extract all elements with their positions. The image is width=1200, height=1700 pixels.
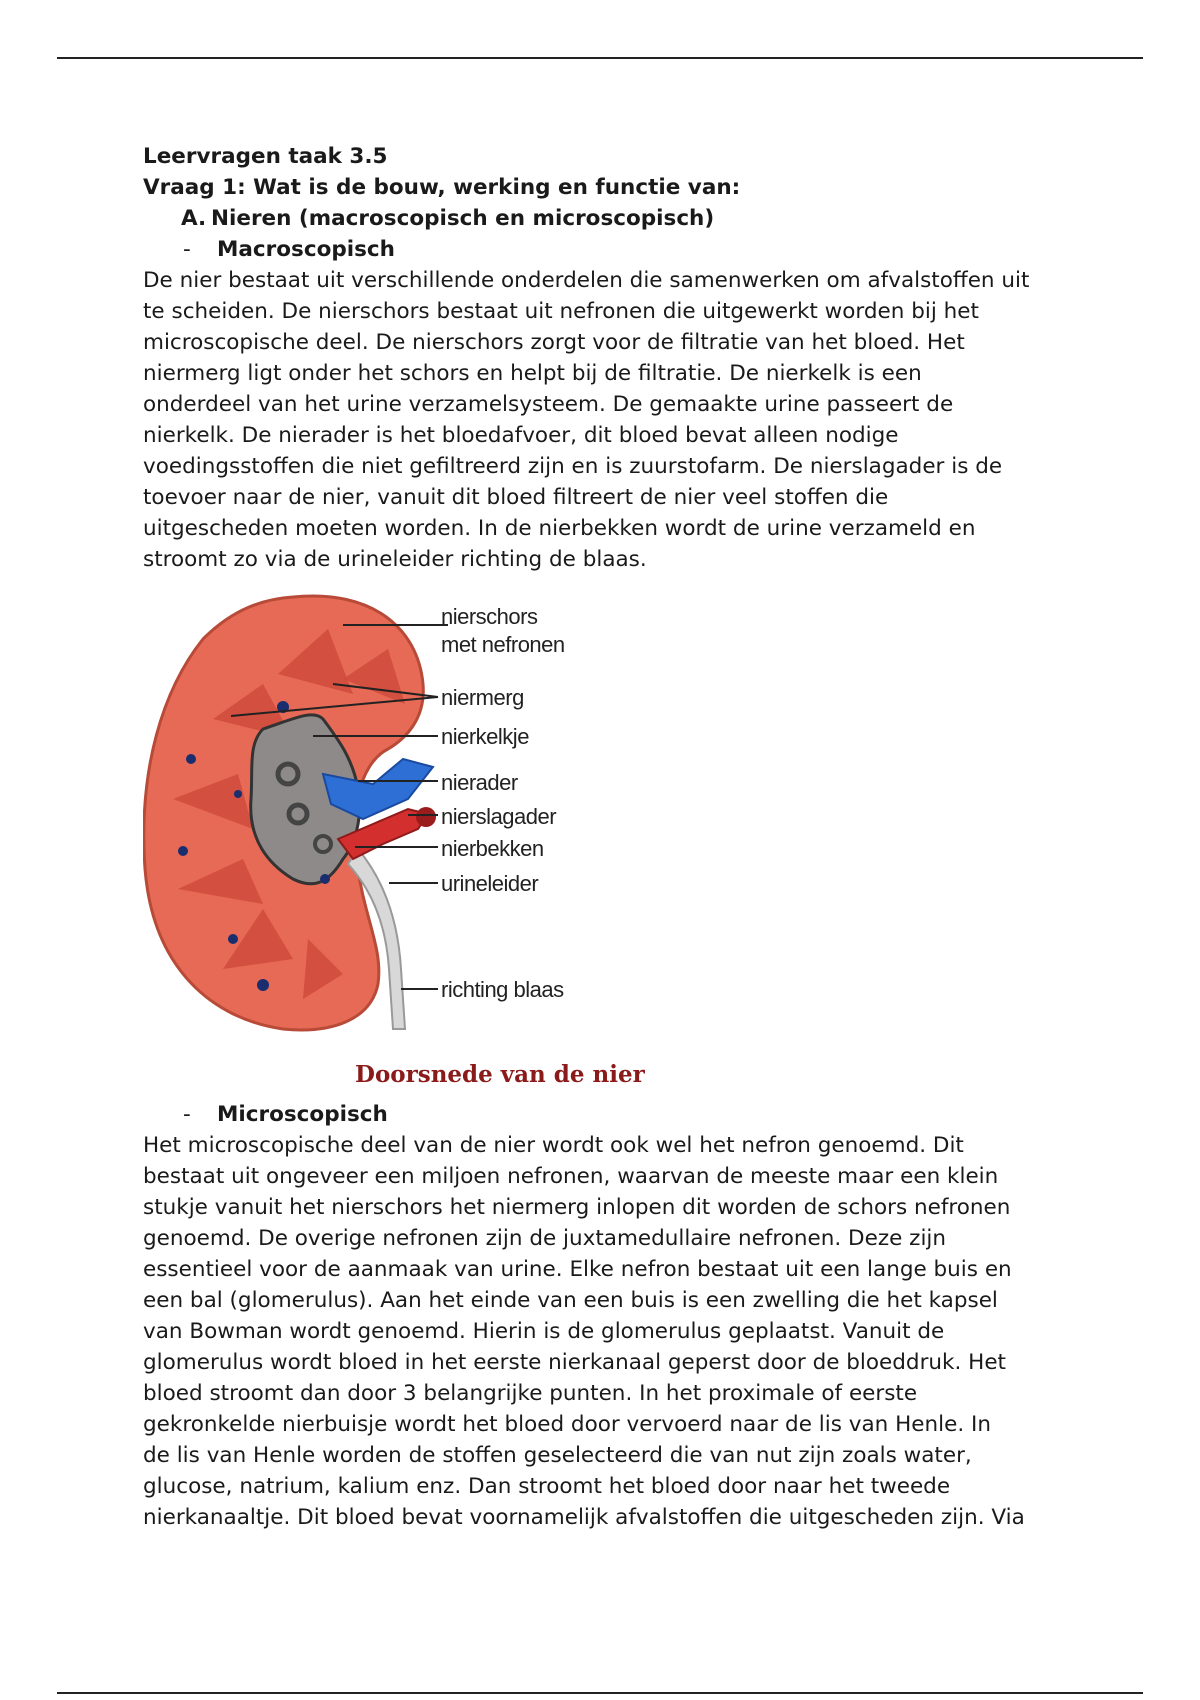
sub-item-text: Nieren (macroscopisch en microscopisch) <box>211 206 715 231</box>
sub-item-letter: A. <box>181 206 207 231</box>
text-line: niermerg ligt onder het schors en helpt bij de filtratie. De nierkelk is een <box>143 361 922 386</box>
text-line: stroomt zo via de urineleider richting de blaas. <box>143 547 647 572</box>
text-line: genoemd. De overige nefronen zijn de juxtamedullaire nefronen. Deze zijn <box>143 1226 947 1251</box>
micro-paragraph <box>143 1130 1073 1533</box>
macro-paragraph <box>143 265 1073 575</box>
dash-bullet: - <box>183 237 191 262</box>
top-rule <box>57 57 1143 59</box>
bottom-rule <box>57 1692 1143 1694</box>
label-nierkelkje: nierkelkje <box>441 724 529 749</box>
micro-heading <box>143 1099 1073 1130</box>
text-line: De nier bestaat uit verschillende onderdelen die samenwerken om afvalstoffen uit <box>143 268 1030 293</box>
kidney-illustration <box>143 589 703 1059</box>
text-line: microscopische deel. De nierschors zorgt voor de filtratie van het bloed. Het <box>143 330 965 355</box>
label-met-nefronen: met nefronen <box>441 632 565 657</box>
text-line: bloed stroomt dan door 3 belangrijke punten. In het proximale of eerste <box>143 1381 918 1406</box>
label-niermerg: niermerg <box>441 685 524 710</box>
label-richting-blaas: richting blaas <box>441 977 564 1002</box>
macro-heading <box>143 234 1073 265</box>
text-line: onderdeel van het urine verzamelsysteem. De gemaakte urine passeert de <box>143 392 954 417</box>
text-line: bestaat uit ongeveer een miljoen nefronen, waarvan de meeste maar een klein <box>143 1164 999 1189</box>
text-line: van Bowman wordt genoemd. Hierin is de glomerulus geplaatst. Vanuit de <box>143 1319 945 1344</box>
question-heading: Vraag 1: Wat is de bouw, werking en functie van: <box>143 175 741 200</box>
dash-bullet: - <box>183 1102 191 1127</box>
text-line: te scheiden. De nierschors bestaat uit nefronen die uitgewerkt worden bij het <box>143 299 979 324</box>
label-nierschors: nierschors <box>441 604 538 629</box>
label-nierslagader: nierslagader <box>441 804 557 829</box>
label-urineleider: urineleider <box>441 871 539 896</box>
micro-heading-text: Microscopisch <box>217 1102 388 1127</box>
text-line: nierkanaaltje. Dit bloed bevat voornamelijk afvalstoffen die uitgescheden zijn. Via <box>143 1505 1025 1530</box>
text-line: nierkelk. De nierader is het bloedafvoer, dit bloed bevat alleen nodige <box>143 423 899 448</box>
text-line: stukje vanuit het nierschors het niermerg inlopen dit worden de schors nefronen <box>143 1195 1011 1220</box>
figure-caption: Doorsnede van de nier <box>355 1061 645 1088</box>
text-line: Het microscopische deel van de nier wordt ook wel het nefron genoemd. Dit <box>143 1133 964 1158</box>
text-line: glucose, natrium, kalium enz. Dan stroomt het bloed door naar het tweede <box>143 1474 951 1499</box>
text-line: toevoer naar de nier, vanuit dit bloed filtreert de nier veel stoffen die <box>143 485 889 510</box>
document-body <box>143 141 1073 1533</box>
text-line: gekronkelde nierbuisje wordt het bloed door vervoerd naar de lis van Henle. In <box>143 1412 991 1437</box>
text-line: uitgescheden moeten worden. In de nierbekken wordt de urine verzameld en <box>143 516 976 541</box>
kidney-figure <box>143 589 703 1099</box>
sub-item-a <box>143 203 1073 234</box>
macro-heading-text: Macroscopisch <box>217 237 395 262</box>
text-line: een bal (glomerulus). Aan het einde van een buis is een zwelling die het kapsel <box>143 1288 998 1313</box>
doc-title: Leervragen taak 3.5 <box>143 144 388 169</box>
text-line: essentieel voor de aanmaak van urine. Elke nefron bestaat uit een lange buis en <box>143 1257 1012 1282</box>
text-line: glomerulus wordt bloed in het eerste nierkanaal geperst door de bloeddruk. Het <box>143 1350 1006 1375</box>
text-line: de lis van Henle worden de stoffen geselecteerd die van nut zijn zoals water, <box>143 1443 972 1468</box>
label-nierbekken: nierbekken <box>441 836 544 861</box>
label-nierader: nierader <box>441 770 518 795</box>
text-line: voedingsstoffen die niet gefiltreerd zijn en is zuurstofarm. De nierslagader is de <box>143 454 1003 479</box>
